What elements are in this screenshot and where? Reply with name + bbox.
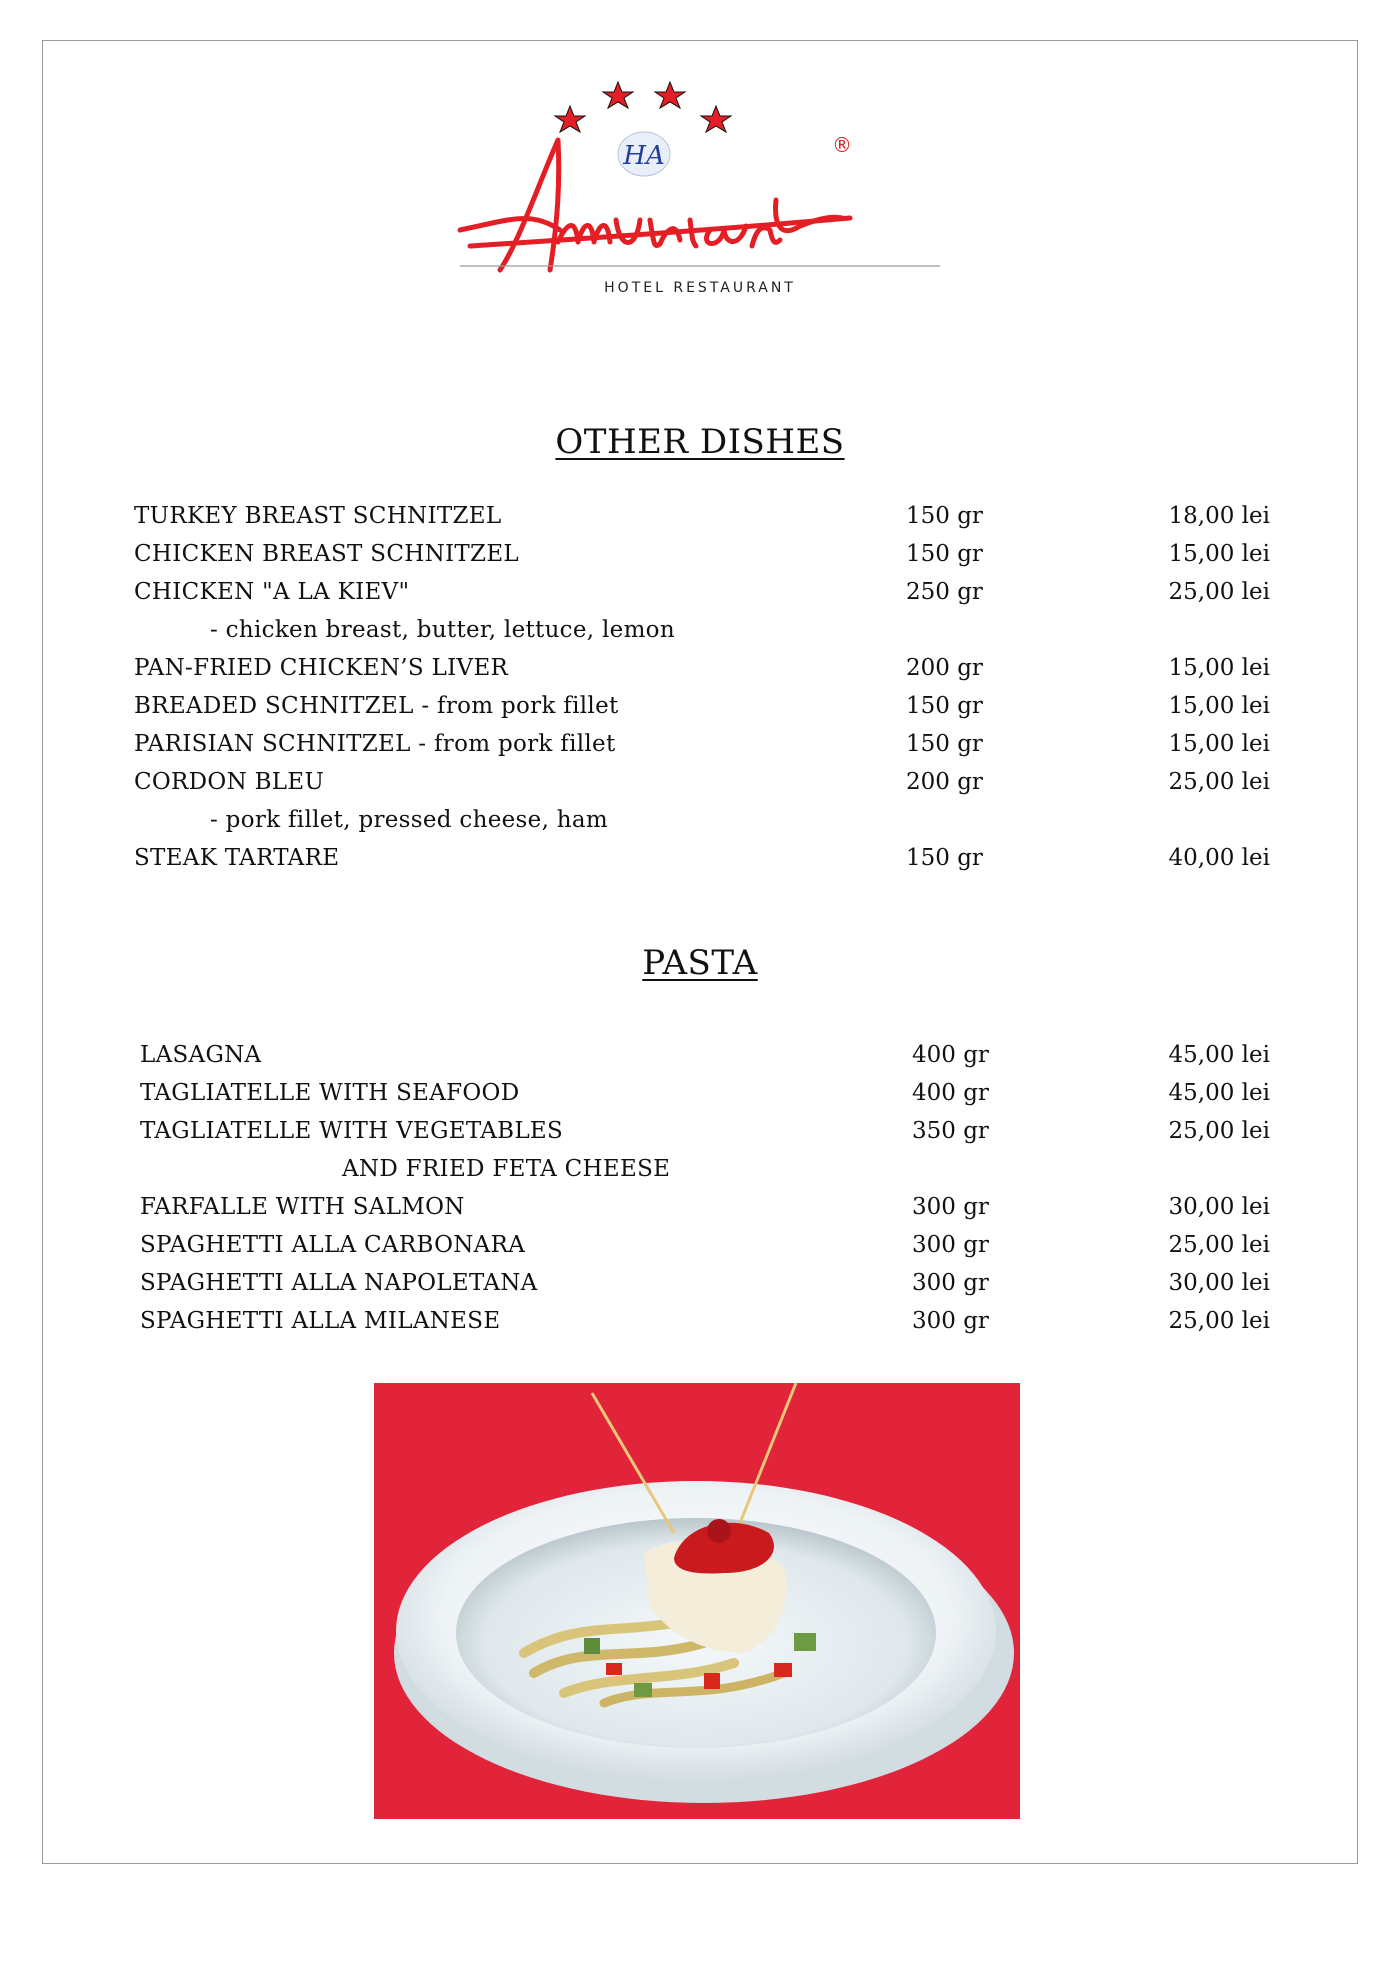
dish-name: CORDON BLEU — [134, 769, 325, 795]
dish-price: 45,00 lei — [1168, 1042, 1270, 1068]
dish-price: 15,00 lei — [1168, 655, 1270, 681]
dish-price: 30,00 lei — [1168, 1194, 1270, 1220]
dish-name: FARFALLE WITH SALMON — [140, 1194, 465, 1220]
dish-weight: 300 gr — [912, 1270, 989, 1296]
dish-weight: 400 gr — [912, 1080, 989, 1106]
dish-weight: 400 gr — [912, 1042, 989, 1068]
dish-name: BREADED SCHNITZEL - from pork fillet — [134, 693, 619, 719]
star-icon — [555, 106, 585, 132]
menu-item — [0, 839, 1400, 877]
dish-price: 40,00 lei — [1168, 845, 1270, 871]
dish-price: 25,00 lei — [1168, 579, 1270, 605]
dish-name: CHICKEN BREAST SCHNITZEL — [134, 541, 519, 567]
menu-item-description — [0, 801, 1400, 839]
star-icon — [655, 82, 685, 108]
section-title-pasta — [0, 943, 1400, 983]
dish-weight: 350 gr — [912, 1118, 989, 1144]
menu-item — [0, 649, 1400, 687]
dish-name: PAN-FRIED CHICKEN’S LIVER — [134, 655, 509, 681]
dish-price: 15,00 lei — [1168, 541, 1270, 567]
pasta-menu — [0, 1036, 1400, 1340]
dish-description: - chicken breast, butter, lettuce, lemon — [210, 617, 675, 643]
menu-item — [0, 1188, 1400, 1226]
dish-name: TAGLIATELLE WITH SEAFOOD — [140, 1080, 520, 1106]
svg-text:HA: HA — [623, 141, 665, 171]
menu-item — [0, 1112, 1400, 1150]
menu-item-description — [0, 611, 1400, 649]
other-dishes-menu — [0, 497, 1400, 877]
star-icon — [701, 106, 731, 132]
dish-weight: 300 gr — [912, 1308, 989, 1334]
section-title-text: PASTA — [642, 943, 758, 983]
dish-weight: 150 gr — [906, 693, 983, 719]
dish-name: STEAK TARTARE — [134, 845, 340, 871]
dish-description: AND FRIED FETA CHEESE — [342, 1156, 671, 1182]
menu-item — [0, 1302, 1400, 1340]
dish-weight: 200 gr — [906, 769, 983, 795]
star-icon — [603, 82, 633, 108]
dish-price: 45,00 lei — [1168, 1080, 1270, 1106]
section-title-text: OTHER DISHES — [555, 422, 845, 462]
logo-caption: HOTEL RESTAURANT — [604, 280, 796, 296]
section-title-other-dishes — [0, 422, 1400, 462]
menu-item — [0, 763, 1400, 801]
menu-item — [0, 1074, 1400, 1112]
dish-name: TAGLIATELLE WITH VEGETABLES — [140, 1118, 564, 1144]
dish-name: SPAGHETTI ALLA MILANESE — [140, 1308, 501, 1334]
dish-description: - pork fillet, pressed cheese, ham — [210, 807, 609, 833]
dish-weight: 200 gr — [906, 655, 983, 681]
dish-name: TURKEY BREAST SCHNITZEL — [134, 503, 502, 529]
pasta-dish-photo — [374, 1383, 1020, 1819]
menu-item — [0, 535, 1400, 573]
pasta-dish-photo-icon — [374, 1383, 1020, 1819]
dish-price: 25,00 lei — [1168, 769, 1270, 795]
dish-weight: 300 gr — [912, 1194, 989, 1220]
dish-weight: 150 gr — [906, 503, 983, 529]
dish-name: SPAGHETTI ALLA CARBONARA — [140, 1232, 526, 1258]
dish-weight: 300 gr — [912, 1232, 989, 1258]
dish-weight: 150 gr — [906, 845, 983, 871]
svg-text:®: ® — [832, 133, 852, 157]
menu-item — [0, 1264, 1400, 1302]
menu-item-description — [0, 1150, 1400, 1188]
dish-price: 15,00 lei — [1168, 731, 1270, 757]
dish-weight: 150 gr — [906, 731, 983, 757]
dish-price: 25,00 lei — [1168, 1118, 1270, 1144]
menu-item — [0, 573, 1400, 611]
dish-name: CHICKEN "A LA KIEV" — [134, 579, 410, 605]
menu-item — [0, 725, 1400, 763]
hotel-logo — [440, 70, 960, 310]
dish-weight: 250 gr — [906, 579, 983, 605]
menu-item — [0, 1226, 1400, 1264]
dish-name: SPAGHETTI ALLA NAPOLETANA — [140, 1270, 538, 1296]
menu-item — [0, 687, 1400, 725]
dish-price: 25,00 lei — [1168, 1232, 1270, 1258]
dish-price: 30,00 lei — [1168, 1270, 1270, 1296]
menu-item — [0, 1036, 1400, 1074]
dish-name: PARISIAN SCHNITZEL - from pork fillet — [134, 731, 616, 757]
dish-weight: 150 gr — [906, 541, 983, 567]
dish-name: LASAGNA — [140, 1042, 262, 1068]
dish-price: 15,00 lei — [1168, 693, 1270, 719]
menu-item — [0, 497, 1400, 535]
dish-price: 25,00 lei — [1168, 1308, 1270, 1334]
ambient-logo-icon — [440, 70, 960, 310]
dish-price: 18,00 lei — [1168, 503, 1270, 529]
